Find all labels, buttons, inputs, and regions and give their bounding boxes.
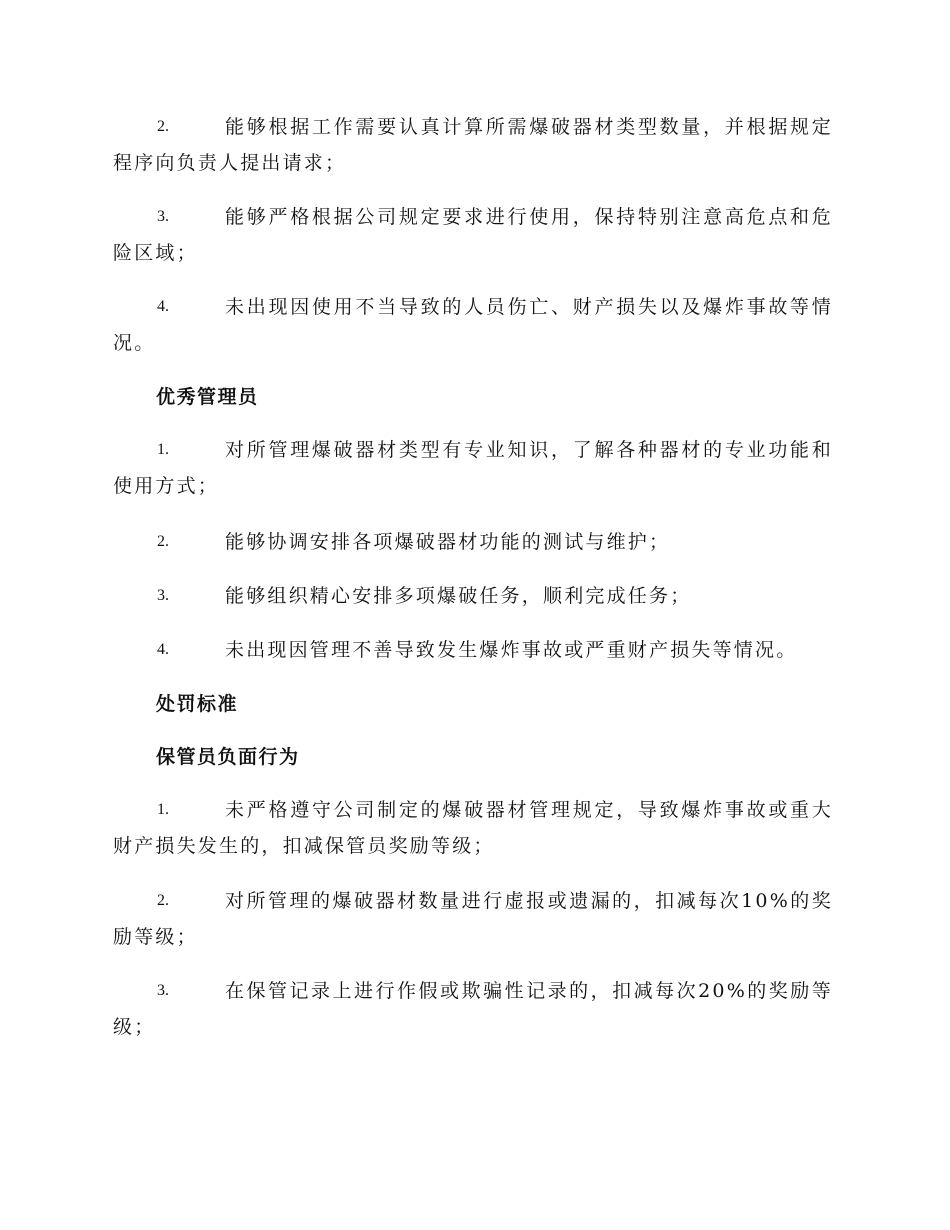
- item-number: 1.: [157, 441, 169, 458]
- item-text: 未严格遵守公司制定的爆破器材管理规定，导致爆炸事故或重大财产损失发生的，扣减保管员奖励等级；: [113, 799, 833, 857]
- section-heading: 保管员负面行为: [156, 746, 300, 768]
- item-text: 能够协调安排各项爆破器材功能的测试与维护；: [225, 531, 671, 553]
- item-text: 能够组织精心安排多项爆破任务，顺利完成任务；: [225, 585, 692, 607]
- item-text: 对所管理的爆破器材数量进行虚报或遗漏的，扣减每次10%的奖励等级；: [113, 890, 833, 948]
- list-item: [113, 792, 833, 864]
- list-item: [113, 524, 833, 560]
- item-number: 2.: [157, 533, 169, 550]
- list-item: [113, 632, 833, 668]
- list-item: [113, 109, 833, 181]
- item-number: 3.: [157, 208, 169, 225]
- item-number: 2.: [157, 892, 169, 909]
- item-text: 能够严格根据公司规定要求进行使用，保持特别注意高危点和危险区域；: [113, 206, 833, 264]
- item-text: 能够根据工作需要认真计算所需爆破器材类型数量，并根据规定程序向负责人提出请求；: [113, 116, 833, 174]
- section-heading: 优秀管理员: [156, 386, 259, 408]
- item-text: 在保管记录上进行作假或欺骗性记录的，扣减每次20%的奖励等级；: [113, 980, 833, 1038]
- item-text: 对所管理爆破器材类型有专业知识，了解各种器材的专业功能和使用方式；: [113, 439, 833, 497]
- list-item: [113, 883, 833, 955]
- list-item: [113, 432, 833, 504]
- list-item: [113, 973, 833, 1045]
- item-number: 4.: [157, 298, 169, 315]
- list-item: [113, 578, 833, 614]
- item-text: 未出现因管理不善导致发生爆炸事故或严重财产损失等情况。: [225, 639, 798, 661]
- item-text: 未出现因使用不当导致的人员伤亡、财产损失以及爆炸事故等情况。: [113, 296, 833, 354]
- item-number: 3.: [157, 587, 169, 604]
- item-number: 2.: [157, 118, 169, 135]
- item-number: 3.: [157, 982, 169, 999]
- list-item: [113, 289, 833, 361]
- section-heading: 处罚标准: [156, 693, 239, 715]
- item-number: 1.: [157, 801, 169, 818]
- item-number: 4.: [157, 641, 169, 658]
- list-item: [113, 199, 833, 271]
